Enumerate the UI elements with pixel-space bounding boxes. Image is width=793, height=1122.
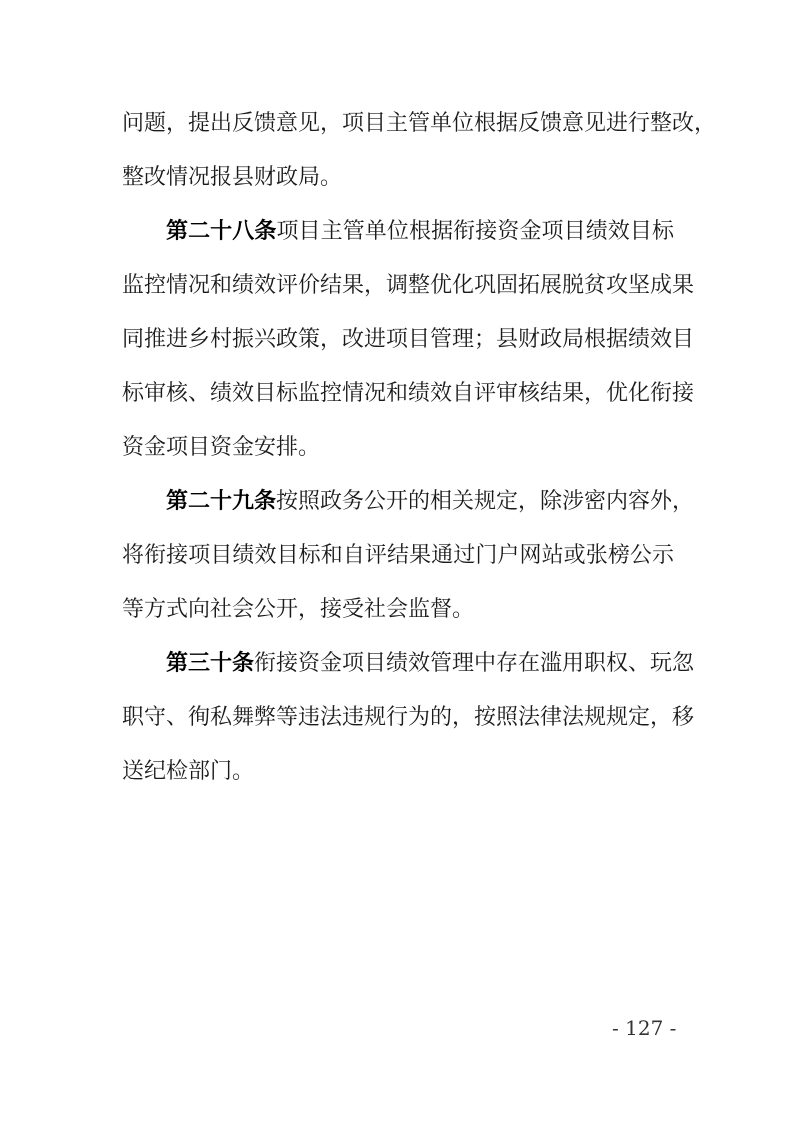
article-title: 第三十条: [166, 651, 255, 676]
article-28-line: [122, 205, 674, 259]
paragraph-text: 按照政务公开的相关规定，除涉密内容外，: [276, 489, 695, 514]
paragraph-line: 监控情况和绩效评价结果，调整优化巩固拓展脱贫攻坚成果: [122, 273, 695, 298]
document-body: [122, 97, 717, 799]
paragraph-line: 等方式向社会公开，接受社会监督。: [122, 597, 475, 622]
paragraph-line: 将衔接项目绩效目标和自评结果通过门户网站或张榜公示: [122, 543, 674, 568]
article-title: 第二十九条: [166, 489, 277, 514]
paragraph-line: 职守、徇私舞弊等违法违规行为的，按照法律法规规定，移: [122, 705, 695, 730]
paragraph-line: 问题，提出反馈意见，项目主管单位根据反馈意见进行整改，: [122, 111, 717, 136]
paragraph-line: 整改情况报县财政局。: [122, 165, 343, 190]
paragraph-text: 衔接资金项目绩效管理中存在滥用职权、玩忽: [254, 651, 695, 676]
paragraph-text: 项目主管单位根据衔接资金项目绩效目标: [276, 219, 674, 244]
article-30-line: [122, 637, 695, 691]
article-title: 第二十八条: [166, 219, 277, 244]
paragraph-line: 标审核、绩效目标监控情况和绩效自评审核结果，优化衔接: [122, 381, 695, 406]
article-29-line: [122, 475, 695, 529]
paragraph-line: 同推进乡村振兴政策，改进项目管理；县财政局根据绩效目: [122, 327, 695, 352]
paragraph-line: 送纪检部门。: [122, 759, 255, 784]
paragraph-line: 资金项目资金安排。: [122, 435, 321, 460]
page-number: - 127 -: [612, 1016, 677, 1040]
